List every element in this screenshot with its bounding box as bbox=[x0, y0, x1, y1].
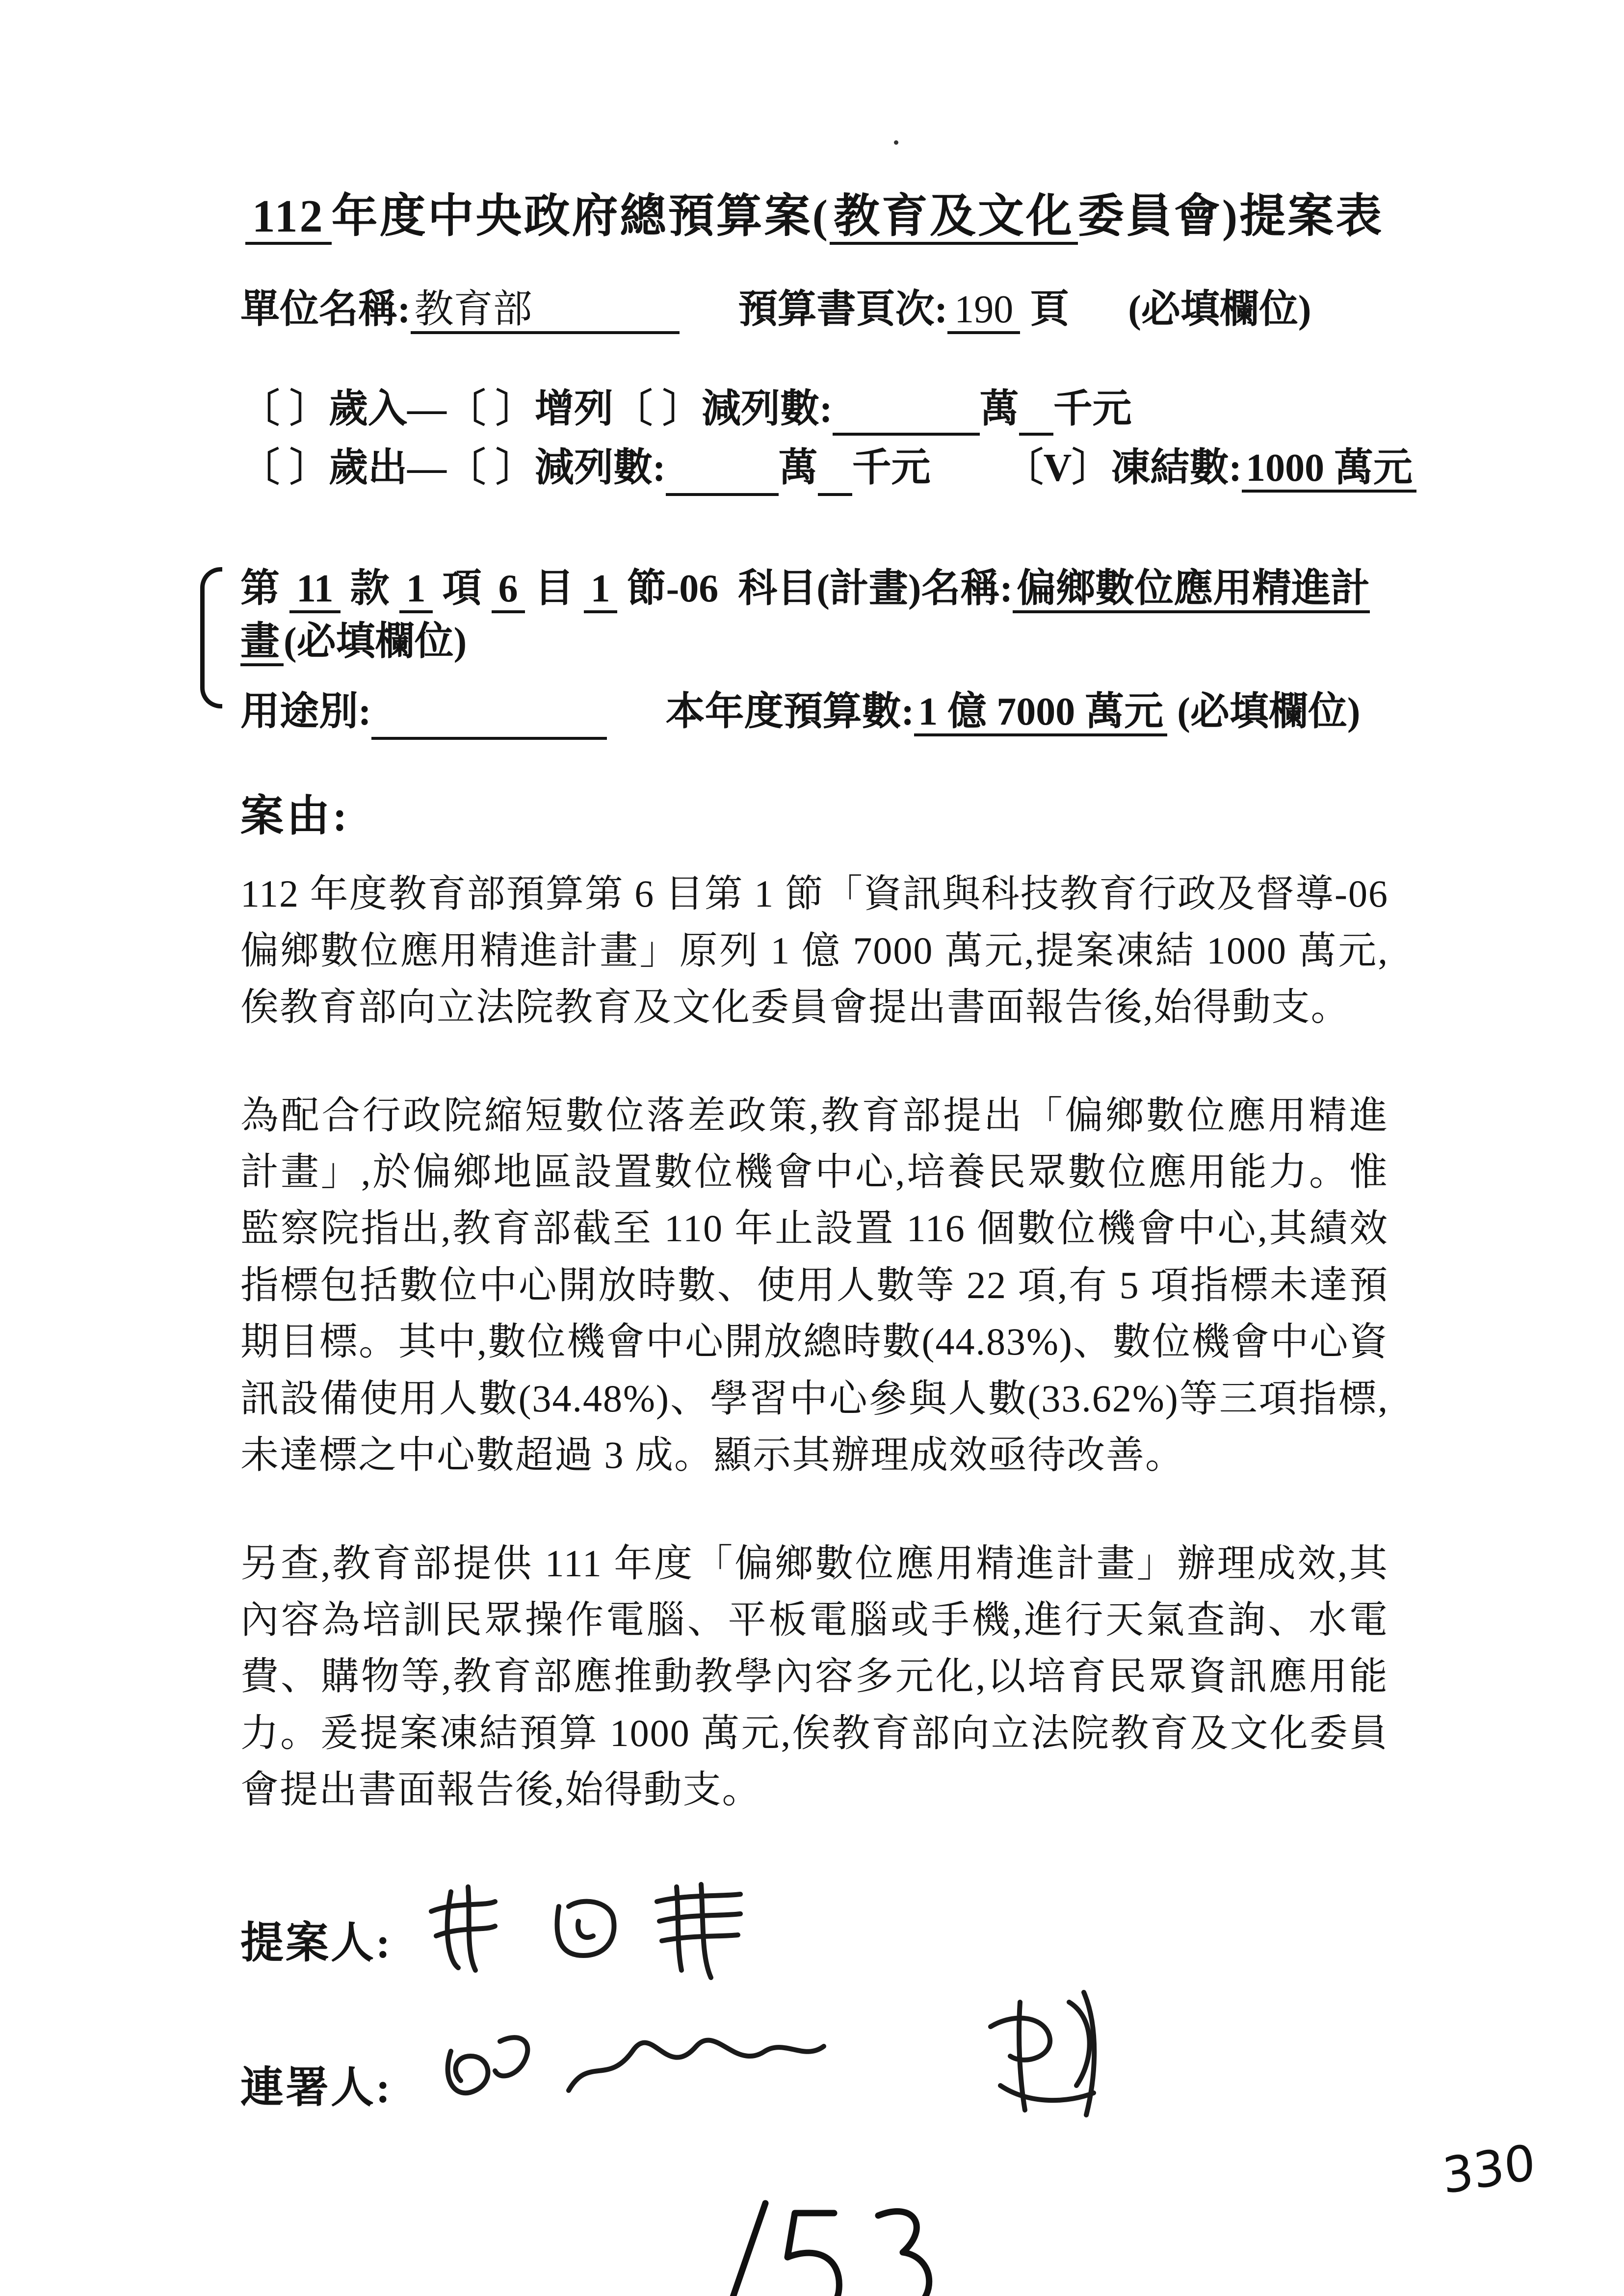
signature-block bbox=[240, 1872, 1388, 2115]
scan-artifact-dot bbox=[894, 140, 898, 145]
form-title bbox=[240, 186, 1388, 246]
corner-page-number: 330 bbox=[1440, 2133, 1538, 2205]
title-mid: 年度中央政府總預算案( bbox=[331, 191, 830, 242]
revenue-add-label: 增列 bbox=[535, 388, 613, 431]
expense-qian-unit: 千元 bbox=[852, 446, 931, 490]
title-tail: 委員會)提案表 bbox=[1077, 191, 1384, 242]
budget-page-value: 190 bbox=[947, 288, 1020, 334]
annual-budget-value: 1 億 7000 萬元 bbox=[914, 690, 1167, 736]
title-committee: 教育及文化 bbox=[830, 191, 1078, 245]
proposer-signature bbox=[421, 1872, 853, 1985]
revenue-label: 歲入— bbox=[329, 388, 446, 431]
unit-row bbox=[240, 283, 1388, 336]
revenue-cut-checkbox: 〔 〕 bbox=[613, 388, 702, 431]
proposer-label: 提案人: bbox=[240, 1919, 393, 1967]
item-mu-number: 6 bbox=[492, 567, 525, 613]
revenue-qian-unit: 千元 bbox=[1053, 388, 1132, 431]
item-seg-mu: 目 bbox=[534, 567, 574, 611]
cosigner-row bbox=[240, 1983, 1388, 2115]
annual-budget-label: 本年度預算數: bbox=[665, 690, 915, 734]
expense-row bbox=[240, 442, 1413, 496]
item-bracket-mark bbox=[200, 567, 222, 708]
expense-label: 歲出— bbox=[329, 446, 446, 490]
freeze-label: 凍結數: bbox=[1111, 446, 1242, 490]
expense-checkbox: 〔 〕 bbox=[240, 446, 329, 490]
handwritten-page-number bbox=[672, 2193, 996, 2296]
proposer-row bbox=[240, 1872, 1388, 1970]
expense-cut-checkbox: 〔 〕 bbox=[446, 446, 535, 490]
revenue-wan-unit: 萬 bbox=[979, 388, 1019, 431]
case-paragraph-3: 另查,教育部提供 111 年度「偏鄉數位應用精進計畫」辦理成效,其內容為培訓民眾操作電腦、平板電腦或手機,進行天氣查詢、水電費、購物等,教育部應推動教學內容多元化,以培育民眾資訊應用能力。爰提案凍結預算 1000 萬元,俟教育部向立法院教育及文化委員會提出書面報告後,始得動支。 bbox=[240, 1541, 1388, 1811]
expense-qian-blank bbox=[818, 456, 852, 496]
expense-wan-unit: 萬 bbox=[778, 446, 818, 490]
case-paragraph-1: 112 年度教育部預算第 6 目第 1 節「資訊與科技教育行政及督導-06 偏鄉數位應用精進計畫」原列 1 億 7000 萬元,提案凍結 1000 萬元,俟教育部向立法院教育及文化委員會提出書面報告後,始得動支。 bbox=[240, 872, 1388, 1029]
subject-name-value: 偏鄉數位應用精進計畫 bbox=[240, 567, 1370, 666]
item-seg-jie: 節-06 bbox=[627, 567, 719, 611]
subject-name-label: 科目(計畫)名稱: bbox=[738, 567, 1013, 611]
revenue-qian-blank bbox=[1019, 395, 1053, 436]
expense-amount-blank bbox=[666, 456, 779, 496]
subject-required-note: (必填欄位) bbox=[284, 620, 467, 664]
item-row bbox=[240, 562, 1388, 668]
cosigner-signature-2 bbox=[971, 1983, 1226, 2130]
unit-name-label: 單位名稱: bbox=[240, 288, 411, 332]
cosigner-label: 連署人: bbox=[240, 2064, 393, 2112]
revenue-add-checkbox: 〔 〕 bbox=[446, 388, 535, 431]
unit-name-value: 教育部 bbox=[411, 288, 680, 334]
budget-required-note: (必填欄位) bbox=[1177, 690, 1361, 734]
item-seg-xiang: 項 bbox=[442, 567, 482, 611]
freeze-checkbox-checked: 〔V〕 bbox=[1004, 446, 1111, 490]
revenue-cut-label: 減列數: bbox=[702, 388, 833, 431]
revenue-amount-blank bbox=[833, 395, 980, 436]
item-seg-kuan: 款 bbox=[350, 567, 390, 611]
title-year: 112 bbox=[245, 191, 332, 245]
revenue-row bbox=[240, 383, 1388, 436]
usage-row bbox=[240, 685, 1388, 740]
budget-page-unit: 頁 bbox=[1030, 288, 1070, 332]
cosigner-signature-1 bbox=[421, 2012, 863, 2130]
revenue-checkbox: 〔 〕 bbox=[240, 388, 329, 431]
form-content bbox=[240, 186, 1413, 2296]
item-kuan-number: 11 bbox=[289, 567, 341, 613]
case-reason-heading: 案由: bbox=[240, 793, 350, 841]
budget-page-label: 預算書頁次: bbox=[738, 288, 948, 332]
freeze-value: 1000 萬元 bbox=[1242, 446, 1416, 493]
required-note: (必填欄位) bbox=[1128, 288, 1311, 332]
expense-cut-label: 減列數: bbox=[535, 446, 666, 490]
item-xiang-number: 1 bbox=[399, 567, 433, 613]
case-paragraph-2: 為配合行政院縮短數位落差政策,教育部提出「偏鄉數位應用精進計畫」,於偏鄉地區設置數位機會中心,培養民眾數位應用能力。惟監察院指出,教育部截至 110 年止設置 116 個數位機會中心,其績效指標包括數位中心開放時數、使用人數等 22 項,有 5 項指標未達預期目標。其中,數位機會中心開放總時數(44.83%)、數位機會中心資訊設備使用人數(34.48%)、學習中心參與人數(33.62%)等三項指標,未達標之中心數超過 3 成。顯示其辦理成效亟待改善。 bbox=[240, 1094, 1388, 1477]
item-jie-number: 1 bbox=[584, 567, 617, 613]
usage-type-label: 用途別: bbox=[240, 690, 371, 734]
item-seg-di: 第 bbox=[240, 567, 280, 611]
usage-type-blank bbox=[371, 700, 607, 740]
